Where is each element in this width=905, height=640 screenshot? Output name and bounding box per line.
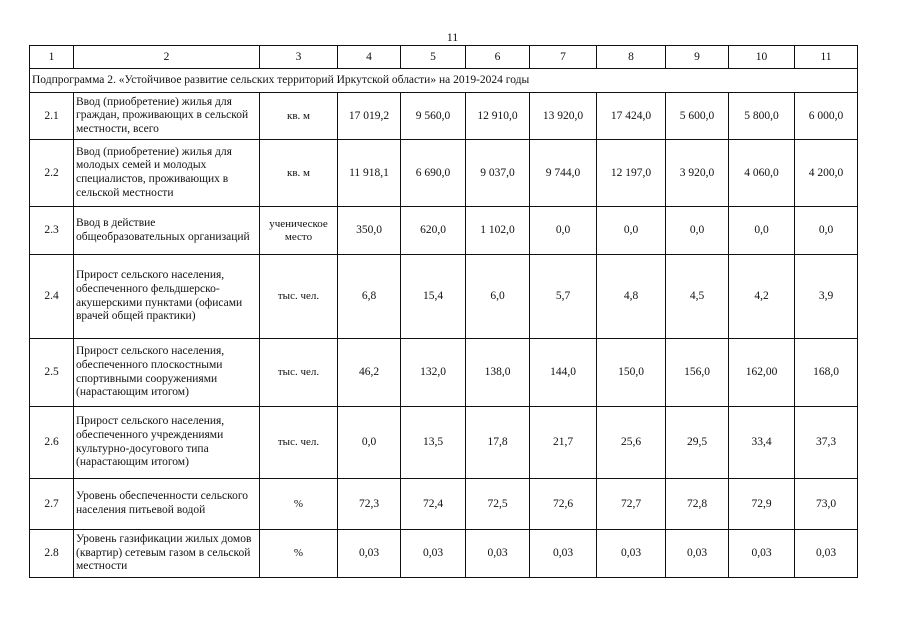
- value-cell: 0,03: [597, 530, 666, 578]
- value-cell: 6 000,0: [795, 93, 858, 140]
- value-cell: 13,5: [401, 407, 466, 479]
- table-row: [30, 407, 858, 479]
- indicator-name: Прирост сельского населения, обеспеченного фельдшерско-акушерскими пунктами (офисами врачей общей практики): [74, 255, 260, 339]
- value-cell: 0,0: [729, 207, 795, 255]
- value-cell: 46,2: [338, 339, 401, 407]
- value-cell: 11 918,1: [338, 140, 401, 207]
- row-number: 2.2: [30, 140, 74, 207]
- value-cell: 150,0: [597, 339, 666, 407]
- unit-cell: тыс. чел.: [260, 407, 338, 479]
- value-cell: 4,5: [666, 255, 729, 339]
- value-cell: 350,0: [338, 207, 401, 255]
- row-number: 2.1: [30, 93, 74, 140]
- column-number: 8: [597, 46, 666, 69]
- value-cell: 73,0: [795, 479, 858, 530]
- value-cell: 17,8: [466, 407, 530, 479]
- value-cell: 0,0: [530, 207, 597, 255]
- value-cell: 6 690,0: [401, 140, 466, 207]
- value-cell: 72,6: [530, 479, 597, 530]
- value-cell: 21,7: [530, 407, 597, 479]
- value-cell: 156,0: [666, 339, 729, 407]
- value-cell: 25,6: [597, 407, 666, 479]
- table-row: [30, 530, 858, 578]
- value-cell: 162,00: [729, 339, 795, 407]
- value-cell: 0,03: [401, 530, 466, 578]
- unit-cell: ученическое место: [260, 207, 338, 255]
- value-cell: 0,03: [466, 530, 530, 578]
- table-row: [30, 140, 858, 207]
- table-row: [30, 207, 858, 255]
- value-cell: 0,0: [666, 207, 729, 255]
- value-cell: 9 560,0: [401, 93, 466, 140]
- page-number: 11: [446, 30, 459, 44]
- unit-cell: кв. м: [260, 93, 338, 140]
- subprogram-title: Подпрограмма 2. «Устойчивое развитие сельских территорий Иркутской области» на 2019-2024 годы: [30, 69, 858, 93]
- value-cell: 0,03: [530, 530, 597, 578]
- value-cell: 17 424,0: [597, 93, 666, 140]
- value-cell: 4,8: [597, 255, 666, 339]
- subprogram-row: [30, 69, 858, 93]
- value-cell: 72,4: [401, 479, 466, 530]
- value-cell: 0,0: [338, 407, 401, 479]
- value-cell: 0,03: [666, 530, 729, 578]
- value-cell: 33,4: [729, 407, 795, 479]
- column-number: 9: [666, 46, 729, 69]
- column-number: 6: [466, 46, 530, 69]
- value-cell: 72,3: [338, 479, 401, 530]
- value-cell: 0,0: [795, 207, 858, 255]
- value-cell: 132,0: [401, 339, 466, 407]
- value-cell: 0,03: [795, 530, 858, 578]
- value-cell: 4 060,0: [729, 140, 795, 207]
- value-cell: 4 200,0: [795, 140, 858, 207]
- indicators-table: [29, 45, 858, 578]
- indicator-name: Прирост сельского населения, обеспеченного учреждениями культурно-досугового типа (нарастающим итогом): [74, 407, 260, 479]
- value-cell: 0,0: [597, 207, 666, 255]
- value-cell: 144,0: [530, 339, 597, 407]
- indicator-name: Прирост сельского населения, обеспеченного плоскостными спортивными сооружениями (нарастающим итогом): [74, 339, 260, 407]
- indicator-name: Уровень газификации жилых домов (квартир) сетевым газом в сельской местности: [74, 530, 260, 578]
- value-cell: 72,5: [466, 479, 530, 530]
- value-cell: 620,0: [401, 207, 466, 255]
- row-number: 2.8: [30, 530, 74, 578]
- row-number: 2.3: [30, 207, 74, 255]
- column-number-row: [30, 46, 858, 69]
- row-number: 2.5: [30, 339, 74, 407]
- unit-cell: кв. м: [260, 140, 338, 207]
- value-cell: 5,7: [530, 255, 597, 339]
- value-cell: 12 910,0: [466, 93, 530, 140]
- column-number: 4: [338, 46, 401, 69]
- row-number: 2.6: [30, 407, 74, 479]
- value-cell: 37,3: [795, 407, 858, 479]
- value-cell: 6,8: [338, 255, 401, 339]
- column-number: 1: [30, 46, 74, 69]
- column-number: 3: [260, 46, 338, 69]
- value-cell: 15,4: [401, 255, 466, 339]
- indicator-name: Ввод (приобретение) жилья для молодых семей и молодых специалистов, проживающих в сельской местности: [74, 140, 260, 207]
- value-cell: 3,9: [795, 255, 858, 339]
- column-number: 5: [401, 46, 466, 69]
- indicator-name: Уровень обеспеченности сельского населения питьевой водой: [74, 479, 260, 530]
- value-cell: 72,7: [597, 479, 666, 530]
- value-cell: 17 019,2: [338, 93, 401, 140]
- table-row: [30, 479, 858, 530]
- unit-cell: %: [260, 479, 338, 530]
- table-row: [30, 339, 858, 407]
- value-cell: 9 744,0: [530, 140, 597, 207]
- value-cell: 0,03: [729, 530, 795, 578]
- value-cell: 9 037,0: [466, 140, 530, 207]
- column-number: 10: [729, 46, 795, 69]
- indicator-name: Ввод (приобретение) жилья для граждан, проживающих в сельской местности, всего: [74, 93, 260, 140]
- column-number: 11: [795, 46, 858, 69]
- unit-cell: тыс. чел.: [260, 339, 338, 407]
- value-cell: 168,0: [795, 339, 858, 407]
- column-number: 2: [74, 46, 260, 69]
- value-cell: 1 102,0: [466, 207, 530, 255]
- value-cell: 72,9: [729, 479, 795, 530]
- value-cell: 0,03: [338, 530, 401, 578]
- row-number: 2.4: [30, 255, 74, 339]
- table-row: [30, 255, 858, 339]
- value-cell: 72,8: [666, 479, 729, 530]
- value-cell: 6,0: [466, 255, 530, 339]
- indicator-name: Ввод в действие общеобразовательных организаций: [74, 207, 260, 255]
- column-number: 7: [530, 46, 597, 69]
- table-row: [30, 93, 858, 140]
- value-cell: 12 197,0: [597, 140, 666, 207]
- value-cell: 3 920,0: [666, 140, 729, 207]
- unit-cell: тыс. чел.: [260, 255, 338, 339]
- value-cell: 5 800,0: [729, 93, 795, 140]
- value-cell: 4,2: [729, 255, 795, 339]
- unit-cell: %: [260, 530, 338, 578]
- value-cell: 138,0: [466, 339, 530, 407]
- value-cell: 29,5: [666, 407, 729, 479]
- value-cell: 5 600,0: [666, 93, 729, 140]
- value-cell: 13 920,0: [530, 93, 597, 140]
- row-number: 2.7: [30, 479, 74, 530]
